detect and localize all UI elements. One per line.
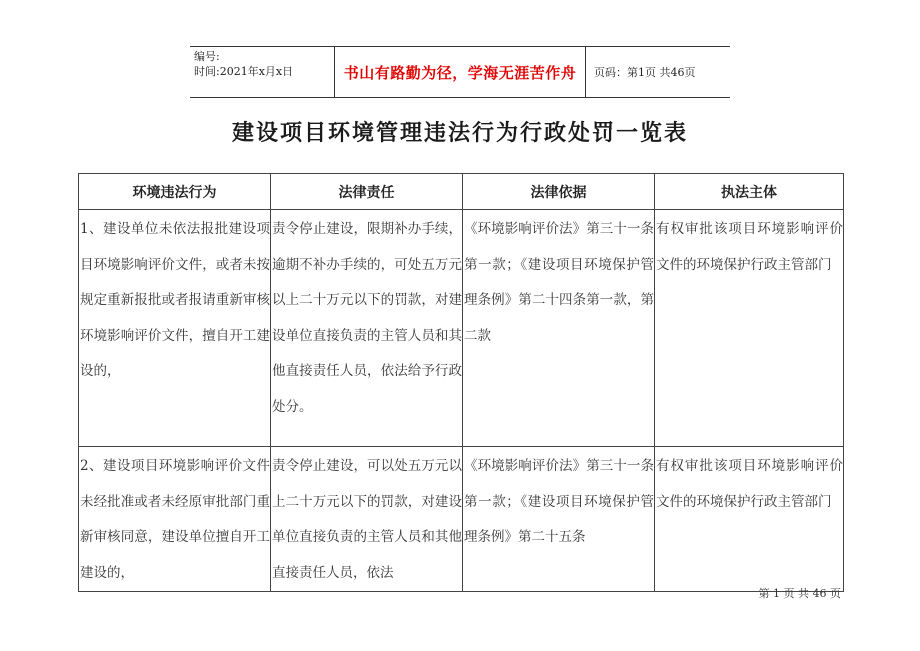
cell-authority: 有权审批该项目环境影响评价文件的环境保护行政主管部门 [655, 210, 844, 447]
header-slogan: 书山有路勤为径，学海无涯苦作舟 [334, 47, 586, 97]
page-header [190, 46, 730, 98]
column-header-liability: 法律责任 [271, 174, 463, 210]
table-header-row [79, 174, 844, 210]
page-footer: 第 1 页 共 46 页 [758, 587, 841, 600]
header-page-label: 页码：第1页 共46页 [594, 66, 696, 79]
table-row [79, 210, 844, 447]
cell-behavior: 2、建设项目环境影响评价文件未经批准或者未经原审批部门重新审核同意，建设单位擅自开工建设的， [79, 447, 271, 592]
number-label: 编号: [194, 50, 220, 63]
cell-authority: 有权审批该项目环境影响评价文件的环境保护行政主管部门 [655, 447, 844, 592]
cell-liability: 责令停止建设，可以处五万元以上二十万元以下的罚款，对建设单位直接负责的主管人员和其他直接责任人员，依法 [271, 447, 463, 592]
table-row [79, 447, 844, 592]
column-header-authority: 执法主体 [655, 174, 844, 210]
date-label: 时间:2021年x月x日 [194, 65, 294, 78]
header-meta [190, 47, 334, 97]
column-header-basis: 法律依据 [463, 174, 655, 210]
cell-basis: 《环境影响评价法》第三十一条第一款；《建设项目环境保护管理条例》第二十四条第一款，第二款 [463, 210, 655, 447]
cell-behavior: 1、建设单位未依法报批建设项目环境影响评价文件，或者未按规定重新报批或者报请重新审核环境影响评价文件，擅自开工建设的， [79, 210, 271, 447]
document-title: 建设项目环境管理违法行为行政处罚一览表 [231, 120, 688, 146]
cell-basis: 《环境影响评价法》第三十一条第一款；《建设项目环境保护管理条例》第二十五条 [463, 447, 655, 592]
cell-liability: 责令停止建设，限期补办手续，逾期不补办手续的，可处五万元以上二十万元以下的罚款，对建设单位直接负责的主管人员和其他直接责任人员，依法给予行政处分。 [271, 210, 463, 447]
column-header-behavior: 环境违法行为 [79, 174, 271, 210]
penalty-table [78, 173, 844, 592]
